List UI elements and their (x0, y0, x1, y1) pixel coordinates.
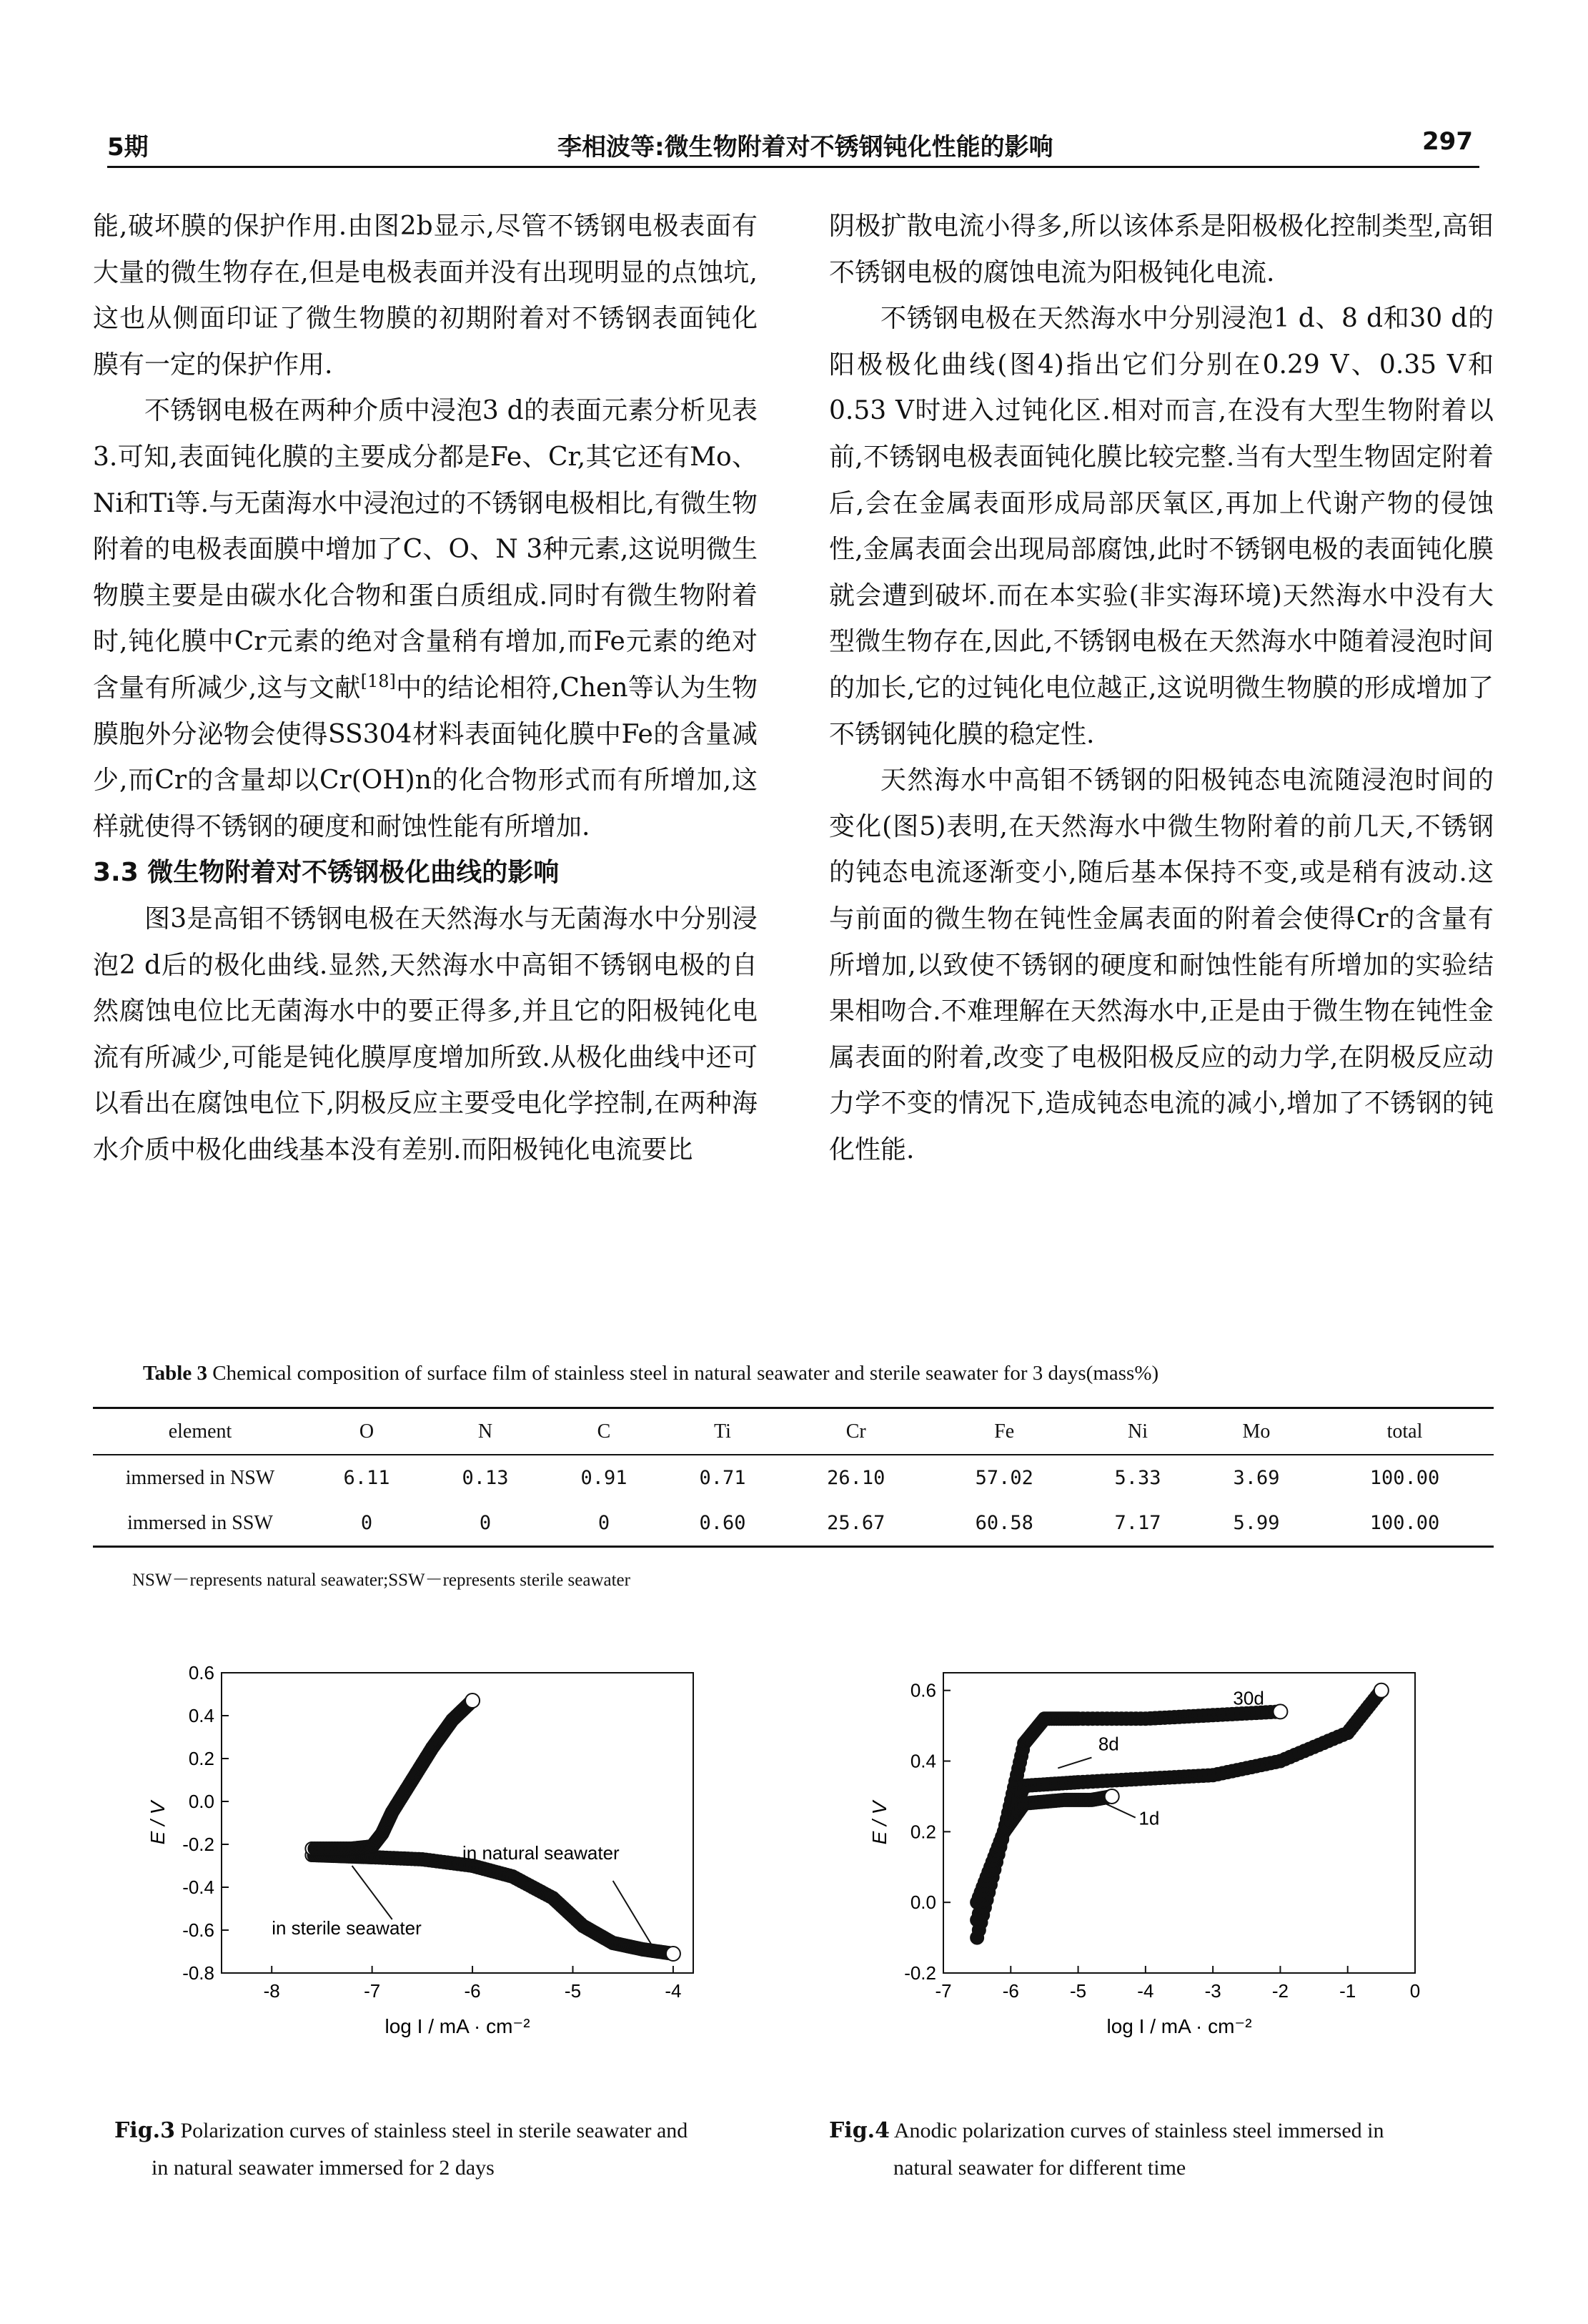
figure-3-caption-line1 (114, 2112, 786, 2150)
table-cell: 60.58 (930, 1500, 1078, 1547)
series-end-marker (666, 1947, 680, 1961)
annotation-1d: 1d (1138, 1807, 1160, 1829)
issue-number: 5期 (107, 133, 149, 162)
table-header-cell: O (307, 1408, 426, 1455)
x-tick-label: -3 (1204, 1980, 1221, 2002)
left-paragraph-3: 图3是高钼不锈钢电极在天然海水与无菌海水中分别浸泡2 d后的极化曲线.显然,天然海水中高钼不锈钢电极的自然腐蚀电位比无菌海水中的要正得多,并且它的阳极钝化电流有所减少,可能是钝化膜厚度增加所致.从极化曲线中还可以看出在腐蚀电位下,阴极反应主要受电化学控制,在两种海水介质中极化曲线基本没有差别.而阳极钝化电流要比 (93, 904, 758, 1165)
figure-4-chart (843, 1644, 1487, 2073)
table-cell: 0 (307, 1500, 426, 1547)
running-title: 李相波等:微生物附着对不锈钢钝化性能的影响 (557, 133, 1053, 162)
series-end-marker (1105, 1789, 1119, 1804)
x-tick-label: -4 (665, 1980, 682, 2002)
annotation-sterile-seawater: in sterile seawater (272, 1917, 422, 1939)
figure-3-chart (121, 1644, 765, 2073)
table-3-caption-text: Chemical composition of surface film of stainless steel in natural seawater and sterile seawater for 3 days(mass%) (212, 1362, 1159, 1385)
series-end-marker (465, 1693, 480, 1708)
figure-4-caption-line2: natural seawater for different time (893, 2156, 1186, 2180)
figure-3-label: Fig.3 (114, 2118, 175, 2143)
y-tick-label: 0.4 (188, 1705, 214, 1726)
table-cell: 26.10 (827, 1467, 885, 1489)
section-heading-3-3: 3.3 微生物附着对不锈钢极化曲线的影响 (93, 858, 560, 888)
y-tick-label: 0.6 (910, 1679, 936, 1701)
x-tick-label: -7 (935, 1980, 952, 2002)
x-tick-label: -6 (1002, 1980, 1019, 2002)
figure-3-caption-text: Polarization curves of stainless steel in sterile seawater and (180, 2119, 688, 2142)
table-cell: 100.00 (1316, 1500, 1494, 1547)
table-cell: 5.33 (1114, 1467, 1161, 1489)
citation-18: [18] (360, 671, 396, 691)
right-paragraph-1: 阴极扩散电流小得多,所以该体系是阳极极化控制类型,高钼不锈钢电极的腐蚀电流为阳极钝化电流. (829, 212, 1494, 287)
y-tick-label: 0.0 (910, 1892, 936, 1914)
header-rule (107, 166, 1479, 168)
x-tick-label: -8 (263, 1980, 280, 2002)
y-axis-label: E / V (868, 1801, 890, 1845)
x-tick-label: 0 (1409, 1980, 1421, 2002)
y-tick-label: -0.2 (182, 1834, 214, 1855)
table-header-row (93, 1408, 1494, 1455)
figure-4-label: Fig.4 (829, 2118, 890, 2143)
figure-4-caption (829, 2112, 1501, 2187)
table-header-cell: total (1316, 1408, 1494, 1455)
annotation-natural-seawater: in natural seawater (462, 1842, 620, 1864)
annotation-arrow-sterile (352, 1866, 392, 1919)
left-paragraph-1: 能,破坏膜的保护作用.由图2b显示,尽管不锈钢电极表面有大量的微生物存在,但是电极表面并没有出现明显的点蚀坑,这也从侧面印证了微生物膜的初期附着对不锈钢表面钝化膜有一定的保护作用. (93, 212, 758, 380)
annotation-arrow-1d (1105, 1804, 1135, 1818)
y-tick-label: 0.0 (188, 1791, 214, 1812)
x-tick-label: -2 (1271, 1980, 1289, 2002)
series-end-marker (1273, 1704, 1287, 1719)
left-paragraph-2-cont: 中的结论相符,Chen等认为生物膜胞外分泌物会使得SS304材料表面钝化膜中Fe的含量减少,而Cr的含量却以Cr(OH)n的化合物形式而有所增加,这样就使得不锈钢的硬度和耐蚀性能有所增加. (93, 673, 758, 841)
x-tick-label: -6 (464, 1980, 481, 2002)
right-paragraph-3: 天然海水中高钼不锈钢的阳极钝态电流随浸泡时间的变化(图5)表明,在天然海水中微生物附着的前几天,不锈钢的钝态电流逐渐变小,随后基本保持不变,或是稍有波动.这与前面的微生物在钝性金属表面的附着会使得Cr的含量有所增加,以致使不锈钢的硬度和耐蚀性能有所增加的实验结果相吻合.不难理解在天然海水中,正是由于微生物在钝性金属表面的附着,改变了电极阳极反应的动力学,在阴极反应动力学不变的情况下,造成钝态电流的减小,增加了不锈钢的钝化性能. (829, 766, 1494, 1165)
x-axis-label: log I / mA · cm⁻² (384, 2015, 530, 2037)
table-cell: immersed in SSW (93, 1500, 307, 1547)
figure-3-caption (114, 2112, 786, 2187)
y-tick-label: 0.2 (910, 1821, 936, 1843)
table-header-cell: Cr (782, 1408, 930, 1455)
x-axis-label: log I / mA · cm⁻² (1106, 2015, 1252, 2037)
table-cell: 3.69 (1233, 1467, 1280, 1489)
series-end-marker (1374, 1683, 1389, 1698)
page-number: 297 (1422, 127, 1473, 156)
table-cell: 0 (545, 1500, 663, 1547)
annotation-30d: 30d (1233, 1687, 1264, 1709)
table-header-cell: C (545, 1408, 663, 1455)
table-3 (93, 1407, 1494, 1548)
table-cell: 0 (426, 1500, 545, 1547)
table-cell: immersed in NSW (125, 1466, 275, 1489)
x-tick-label: -7 (364, 1980, 381, 2002)
y-tick-label: -0.8 (182, 1962, 214, 1984)
figure-4-caption-text: Anodic polarization curves of stainless steel immersed in (893, 2119, 1384, 2142)
left-column (93, 204, 758, 1173)
x-tick-label: -5 (564, 1980, 582, 2002)
x-tick-label: -4 (1137, 1980, 1154, 2002)
table-row (93, 1500, 1494, 1547)
table-header-cell: element (93, 1408, 307, 1455)
table-cell: 0.91 (580, 1467, 627, 1489)
table-row (93, 1455, 1494, 1500)
table-cell: 7.17 (1078, 1500, 1197, 1547)
table-header-cell: Ti (663, 1408, 782, 1455)
figure-3-caption-line2: in natural seawater immersed for 2 days (152, 2156, 495, 2180)
table-3-caption (143, 1362, 1444, 1385)
right-paragraph-2: 不锈钢电极在天然海水中分别浸泡1 d、8 d和30 d的阳极极化曲线(图4)指出它们分别在0.29 V、0.35 V和0.53 V时进入过钝化区.相对而言,在没有大型生物附着以前,不锈钢电极表面钝化膜比较完整.当有大型生物固定附着后,会在金属表面形成局部厌氧区,再加上代谢产物的侵蚀性,金属表面会出现局部腐蚀,此时不锈钢电极的表面钝化膜就会遭到破坏.而在本实验(非实海环境)天然海水中没有大型微生物存在,因此,不锈钢电极在天然海水中随着浸泡时间的加长,它的过钝化电位越正,这说明微生物膜的形成增加了不锈钢钝化膜的稳定性. (829, 304, 1494, 749)
x-tick-label: -1 (1339, 1980, 1356, 2002)
left-paragraph-2-text: 不锈钢电极在两种介质中浸泡3 d的表面元素分析见表3.可知,表面钝化膜的主要成分都是Fe、Cr,其它还有Mo、Ni和Ti等.与无菌海水中浸泡过的不锈钢电极相比,有微生物附着的电极表面膜中增加了C、O、N 3种元素,这说明微生物膜主要是由碳水化合物和蛋白质组成.同时有微生物附着时,钝化膜中Cr元素的绝对含量稍有增加,而Fe元素的绝对含量有所减少,这与文献 (93, 396, 758, 703)
table-cell: 5.99 (1197, 1500, 1316, 1547)
table-header-cell: Fe (930, 1408, 1078, 1455)
y-tick-label: -0.6 (182, 1919, 214, 1941)
y-tick-label: -0.2 (904, 1962, 936, 1984)
table-cell: 6.11 (343, 1467, 390, 1489)
annotation-arrow-8d (1058, 1758, 1091, 1769)
table-cell: 0.13 (462, 1467, 509, 1489)
left-paragraph-2 (93, 388, 758, 850)
table-header-cell: Ni (1078, 1408, 1197, 1455)
table-header-cell: Mo (1197, 1408, 1316, 1455)
y-tick-label: 0.4 (910, 1750, 936, 1772)
table-cell: 100.00 (1369, 1467, 1440, 1489)
table-header-cell: N (426, 1408, 545, 1455)
table-cell: 25.67 (782, 1500, 930, 1547)
table-3-note: NSW－represents natural seawater;SSW－represents sterile seawater (132, 1571, 630, 1590)
table-cell: 0.60 (663, 1500, 782, 1547)
y-tick-label: 0.6 (188, 1662, 214, 1683)
annotation-8d: 8d (1098, 1733, 1119, 1755)
table-3-label: Table 3 (143, 1362, 207, 1385)
y-tick-label: 0.2 (188, 1748, 214, 1769)
y-tick-label: -0.4 (182, 1876, 214, 1898)
x-tick-label: -5 (1070, 1980, 1087, 2002)
y-axis-label: E / V (147, 1801, 169, 1845)
table-cell: 0.71 (699, 1467, 746, 1489)
table-cell: 57.02 (975, 1467, 1033, 1489)
right-column (829, 204, 1494, 1173)
figure-4-caption-line1 (829, 2112, 1501, 2150)
